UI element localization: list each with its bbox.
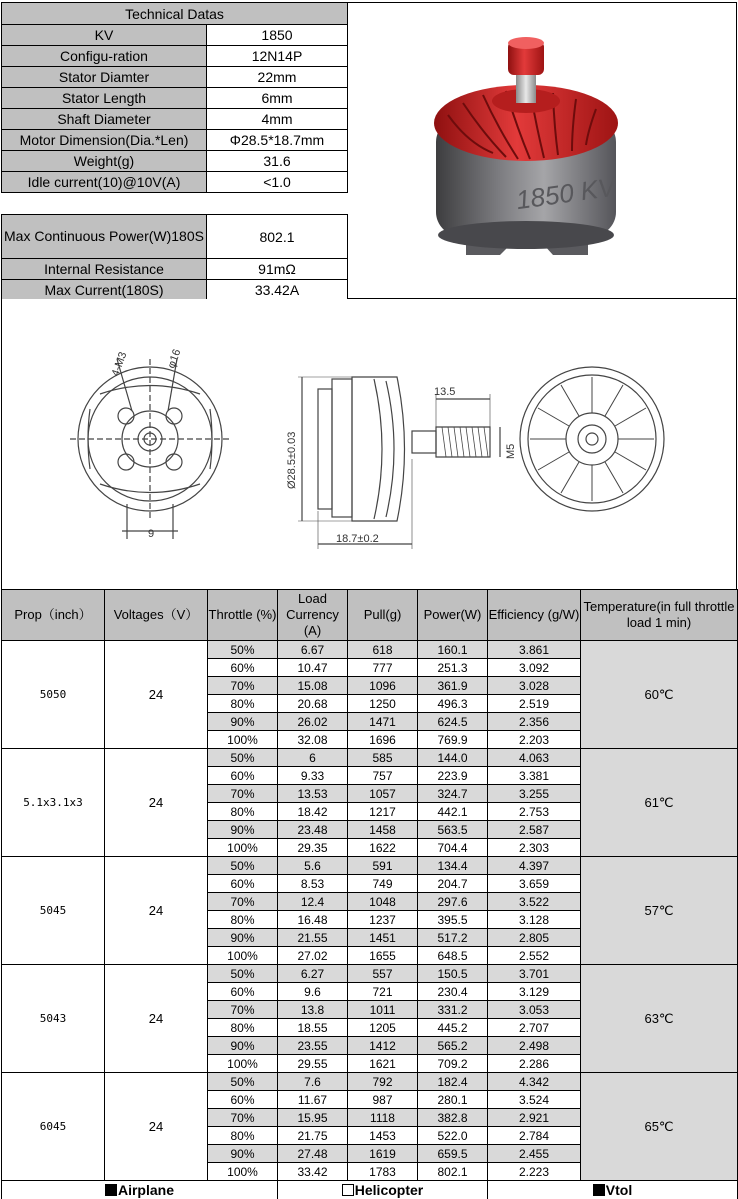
load-current-cell: 6.27 (278, 965, 348, 983)
power-cell: 442.1 (418, 803, 488, 821)
throttle-cell: 50% (208, 749, 278, 767)
power-cell: 522.0 (418, 1127, 488, 1145)
power-cell: 382.8 (418, 1109, 488, 1127)
efficiency-cell: 3.659 (488, 875, 581, 893)
pull-cell: 1118 (348, 1109, 418, 1127)
pull-cell: 1412 (348, 1037, 418, 1055)
spec-value: 22mm (207, 67, 348, 88)
spec-label: Stator Length (2, 88, 207, 109)
efficiency-cell: 2.753 (488, 803, 581, 821)
load-current-cell: 9.6 (278, 983, 348, 1001)
power-cell: 659.5 (418, 1145, 488, 1163)
pull-cell: 1453 (348, 1127, 418, 1145)
legend-vtol-label: Vtol (605, 1182, 633, 1198)
load-current-cell: 27.02 (278, 947, 348, 965)
power-cell: 517.2 (418, 929, 488, 947)
efficiency-cell: 3.128 (488, 911, 581, 929)
spec-value: 31.6 (207, 151, 348, 172)
temperature-cell: 57℃ (581, 857, 738, 965)
power-cell: 297.6 (418, 893, 488, 911)
load-current-cell: 16.48 (278, 911, 348, 929)
spec-row (2, 88, 348, 109)
prop-cell: 5045 (2, 857, 105, 965)
load-current-cell: 21.75 (278, 1127, 348, 1145)
efficiency-cell: 3.053 (488, 1001, 581, 1019)
pull-cell: 1250 (348, 695, 418, 713)
circle-label: φ16 (165, 347, 184, 371)
header-throttle: Throttle (%) (208, 590, 278, 641)
spec-label: Max Continuous Power(W)180S (2, 215, 207, 259)
prop-cell: 5.1x3.1x3 (2, 749, 105, 857)
power-cell: 445.2 (418, 1019, 488, 1037)
pull-cell: 1619 (348, 1145, 418, 1163)
throttle-cell: 80% (208, 1127, 278, 1145)
efficiency-cell: 4.063 (488, 749, 581, 767)
spec-value: 91mΩ (207, 259, 348, 280)
header-row (2, 590, 738, 641)
pull-cell: 1622 (348, 839, 418, 857)
load-current-cell: 18.42 (278, 803, 348, 821)
efficiency-cell: 2.707 (488, 1019, 581, 1037)
efficiency-cell: 2.784 (488, 1127, 581, 1145)
power-cell: 134.4 (418, 857, 488, 875)
voltage-cell: 24 (105, 641, 208, 749)
throttle-cell: 60% (208, 659, 278, 677)
spec-value: 6mm (207, 88, 348, 109)
load-current-cell: 23.55 (278, 1037, 348, 1055)
spec-label: Idle current(10)@10V(A) (2, 172, 207, 193)
power-cell: 565.2 (418, 1037, 488, 1055)
spec-value: 802.1 (207, 215, 348, 259)
header-load-current: Load Currency (A) (278, 590, 348, 641)
temperature-cell: 65℃ (581, 1073, 738, 1181)
spec-row (2, 151, 348, 172)
power-cell: 150.5 (418, 965, 488, 983)
throttle-cell: 90% (208, 1037, 278, 1055)
voltage-cell: 24 (105, 965, 208, 1073)
power-cell: 331.2 (418, 1001, 488, 1019)
throttle-cell: 60% (208, 983, 278, 1001)
header-efficiency: Efficiency (g/W) (488, 590, 581, 641)
table-row (2, 641, 738, 659)
load-current-cell: 13.8 (278, 1001, 348, 1019)
legend-helicopter (278, 1181, 488, 1199)
motor-illustration (348, 3, 737, 300)
pull-cell: 1783 (348, 1163, 418, 1181)
prop-cell: 5043 (2, 965, 105, 1073)
efficiency-cell: 3.381 (488, 767, 581, 785)
temperature-cell: 60℃ (581, 641, 738, 749)
load-current-cell: 32.08 (278, 731, 348, 749)
spec-row (2, 215, 348, 259)
efficiency-cell: 2.552 (488, 947, 581, 965)
efficiency-cell: 3.028 (488, 677, 581, 695)
load-current-cell: 9.33 (278, 767, 348, 785)
pull-cell: 1011 (348, 1001, 418, 1019)
pull-cell: 777 (348, 659, 418, 677)
spec-label: Stator Diamter (2, 67, 207, 88)
throttle-cell: 80% (208, 911, 278, 929)
throttle-cell: 80% (208, 1019, 278, 1037)
technical-drawing (1, 299, 737, 589)
power-cell: 496.3 (418, 695, 488, 713)
load-current-cell: 6 (278, 749, 348, 767)
table-row (2, 965, 738, 983)
top-view (520, 367, 664, 511)
spec-label: Weight(g) (2, 151, 207, 172)
load-current-cell: 12.4 (278, 893, 348, 911)
power-cell: 251.3 (418, 659, 488, 677)
table-row (2, 749, 738, 767)
power-cell: 648.5 (418, 947, 488, 965)
load-current-cell: 8.53 (278, 875, 348, 893)
load-current-cell: 5.6 (278, 857, 348, 875)
throttle-cell: 70% (208, 1109, 278, 1127)
throttle-cell: 60% (208, 1091, 278, 1109)
spec-label: Motor Dimension(Dia.*Len) (2, 130, 207, 151)
spec-label: Shaft Diameter (2, 109, 207, 130)
motor-side-label: 1850 KV (514, 171, 618, 216)
load-current-cell: 27.48 (278, 1145, 348, 1163)
pull-cell: 1621 (348, 1055, 418, 1073)
table-row (2, 857, 738, 875)
power-cell: 709.2 (418, 1055, 488, 1073)
pull-cell: 618 (348, 641, 418, 659)
load-current-cell: 29.35 (278, 839, 348, 857)
pull-cell: 757 (348, 767, 418, 785)
efficiency-cell: 3.522 (488, 893, 581, 911)
temperature-cell: 63℃ (581, 965, 738, 1073)
throttle-cell: 90% (208, 821, 278, 839)
power-cell: 182.4 (418, 1073, 488, 1091)
spec-row (2, 130, 348, 151)
power-cell: 160.1 (418, 641, 488, 659)
legend-airplane-label: Airplane (117, 1182, 174, 1198)
efficiency-cell: 2.455 (488, 1145, 581, 1163)
efficiency-cell: 4.342 (488, 1073, 581, 1091)
motor-shaft (516, 73, 536, 103)
load-current-cell: 15.95 (278, 1109, 348, 1127)
voltage-cell: 24 (105, 1073, 208, 1181)
spec-label: Max Current(180S) (2, 280, 207, 301)
power-cell: 324.7 (418, 785, 488, 803)
spec-value: 1850 (207, 25, 348, 46)
pull-cell: 1696 (348, 731, 418, 749)
pull-cell: 1471 (348, 713, 418, 731)
pull-cell: 1451 (348, 929, 418, 947)
spec-value: 33.42A (207, 280, 348, 301)
bottom-view (70, 359, 230, 539)
filled-square-icon (105, 1184, 117, 1196)
load-current-cell: 21.55 (278, 929, 348, 947)
spec-value: 12N14P (207, 46, 348, 67)
efficiency-cell: 3.861 (488, 641, 581, 659)
pull-cell: 1205 (348, 1019, 418, 1037)
throttle-cell: 100% (208, 947, 278, 965)
load-current-cell: 29.55 (278, 1055, 348, 1073)
power-cell: 704.4 (418, 839, 488, 857)
load-current-cell: 11.67 (278, 1091, 348, 1109)
power-cell: 802.1 (418, 1163, 488, 1181)
pull-cell: 1217 (348, 803, 418, 821)
power-cell: 769.9 (418, 731, 488, 749)
spec-label: Internal Resistance (2, 259, 207, 280)
load-current-cell: 10.47 (278, 659, 348, 677)
efficiency-cell: 2.223 (488, 1163, 581, 1181)
header-pull: Pull(g) (348, 590, 418, 641)
pull-cell: 721 (348, 983, 418, 1001)
power-cell: 144.0 (418, 749, 488, 767)
spec-label: KV (2, 25, 207, 46)
load-current-cell: 18.55 (278, 1019, 348, 1037)
voltage-cell: 24 (105, 857, 208, 965)
drawing-svg (2, 299, 738, 589)
throttle-cell: 100% (208, 1055, 278, 1073)
throttle-cell: 80% (208, 803, 278, 821)
efficiency-cell: 2.519 (488, 695, 581, 713)
header-temperature: Temperature(in full throttle load 1 min) (581, 590, 738, 641)
efficiency-cell: 3.092 (488, 659, 581, 677)
efficiency-cell: 3.255 (488, 785, 581, 803)
prop-cell: 5050 (2, 641, 105, 749)
spec-title: Technical Datas (2, 3, 348, 25)
spec-row (2, 67, 348, 88)
load-current-cell: 6.67 (278, 641, 348, 659)
length-label: 18.7±0.2 (336, 533, 379, 545)
pull-cell: 557 (348, 965, 418, 983)
throttle-cell: 70% (208, 677, 278, 695)
throttle-cell: 50% (208, 1073, 278, 1091)
diameter-label: Ø28.5±0.03 (286, 431, 298, 489)
throttle-cell: 50% (208, 641, 278, 659)
performance-table (1, 589, 738, 1181)
spec-row (2, 280, 348, 301)
empty-square-icon (342, 1184, 354, 1196)
hole-label: 4-M3 (109, 350, 130, 379)
efficiency-cell: 2.498 (488, 1037, 581, 1055)
pull-cell: 1458 (348, 821, 418, 839)
spec-label: Configu-ration (2, 46, 207, 67)
shaft-length-label: 13.5 (434, 386, 456, 398)
efficiency-cell: 4.397 (488, 857, 581, 875)
legend-helicopter-label: Helicopter (354, 1182, 424, 1198)
throttle-cell: 70% (208, 1001, 278, 1019)
throttle-cell: 100% (208, 731, 278, 749)
efficiency-cell: 2.203 (488, 731, 581, 749)
throttle-cell: 80% (208, 695, 278, 713)
efficiency-cell: 2.356 (488, 713, 581, 731)
spec-row (2, 109, 348, 130)
filled-square-icon (593, 1184, 605, 1196)
power-cell: 361.9 (418, 677, 488, 695)
technical-data-table (1, 2, 348, 301)
efficiency-cell: 3.129 (488, 983, 581, 1001)
efficiency-cell: 3.524 (488, 1091, 581, 1109)
side-view (298, 377, 500, 549)
footer-legend (1, 1180, 738, 1199)
load-current-cell: 15.08 (278, 677, 348, 695)
pull-cell: 591 (348, 857, 418, 875)
throttle-cell: 90% (208, 1145, 278, 1163)
spec-value: <1.0 (207, 172, 348, 193)
pull-cell: 1237 (348, 911, 418, 929)
throttle-cell: 60% (208, 767, 278, 785)
efficiency-cell: 2.805 (488, 929, 581, 947)
spec-row (2, 172, 348, 193)
load-current-cell: 7.6 (278, 1073, 348, 1091)
throttle-cell: 90% (208, 929, 278, 947)
pull-cell: 1057 (348, 785, 418, 803)
spec-value: Φ28.5*18.7mm (207, 130, 348, 151)
voltage-cell: 24 (105, 749, 208, 857)
pull-cell: 1096 (348, 677, 418, 695)
load-current-cell: 26.02 (278, 713, 348, 731)
throttle-cell: 70% (208, 893, 278, 911)
load-current-cell: 33.42 (278, 1163, 348, 1181)
power-cell: 280.1 (418, 1091, 488, 1109)
throttle-cell: 90% (208, 713, 278, 731)
throttle-cell: 50% (208, 965, 278, 983)
pull-cell: 987 (348, 1091, 418, 1109)
pull-cell: 749 (348, 875, 418, 893)
pull-cell: 792 (348, 1073, 418, 1091)
header-voltage: Voltages（V） (105, 590, 208, 641)
pull-cell: 585 (348, 749, 418, 767)
thread-label: M5 (505, 443, 517, 459)
width-label: 9 (148, 528, 155, 540)
temperature-cell: 61℃ (581, 749, 738, 857)
efficiency-cell: 2.286 (488, 1055, 581, 1073)
efficiency-cell: 2.587 (488, 821, 581, 839)
throttle-cell: 100% (208, 1163, 278, 1181)
header-prop: Prop（inch） (2, 590, 105, 641)
power-cell: 204.7 (418, 875, 488, 893)
pull-cell: 1048 (348, 893, 418, 911)
prop-cell: 6045 (2, 1073, 105, 1181)
power-cell: 230.4 (418, 983, 488, 1001)
load-current-cell: 23.48 (278, 821, 348, 839)
spacer-cell (2, 193, 348, 215)
spec-spacer (2, 193, 348, 215)
load-current-cell: 13.53 (278, 785, 348, 803)
throttle-cell: 60% (208, 875, 278, 893)
pull-cell: 1655 (348, 947, 418, 965)
motor-photo (348, 2, 737, 299)
legend-airplane (2, 1181, 278, 1199)
throttle-cell: 70% (208, 785, 278, 803)
throttle-cell: 50% (208, 857, 278, 875)
spec-row (2, 259, 348, 280)
table-row (2, 1073, 738, 1091)
power-cell: 395.5 (418, 911, 488, 929)
efficiency-cell: 3.701 (488, 965, 581, 983)
efficiency-cell: 2.303 (488, 839, 581, 857)
spec-row (2, 25, 348, 46)
power-cell: 563.5 (418, 821, 488, 839)
spec-row (2, 46, 348, 67)
efficiency-cell: 2.921 (488, 1109, 581, 1127)
load-current-cell: 20.68 (278, 695, 348, 713)
power-cell: 624.5 (418, 713, 488, 731)
legend-vtol (488, 1181, 738, 1199)
spec-value: 4mm (207, 109, 348, 130)
power-cell: 223.9 (418, 767, 488, 785)
header-power: Power(W) (418, 590, 488, 641)
throttle-cell: 100% (208, 839, 278, 857)
